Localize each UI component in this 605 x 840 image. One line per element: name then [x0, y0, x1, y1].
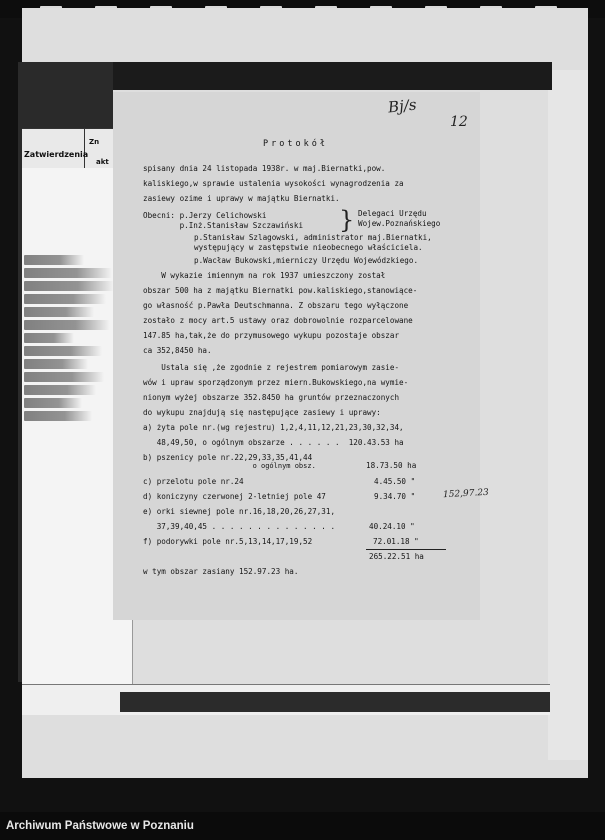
text-line: kaliskiego,w sprawie ustalenia wysokości wynagrodzenia za: [143, 179, 404, 188]
crop-item: d) koniczyny czerwonej 2-letniej pole 47: [143, 492, 326, 501]
text-line: spisany dnia 24 listopada 1938r. w maj.Biernatki,pow.: [143, 164, 386, 173]
text-line: [24, 307, 94, 317]
amount-c: 4.45.50 ": [374, 477, 416, 486]
crop-item: e) orki siewnej pole nr.16,18,20,26,27,31,: [143, 507, 336, 516]
text-line: [24, 398, 82, 408]
amount-f: 72.01.18 ": [373, 537, 419, 546]
text-line: do wykupu znajdują się następujące zasiewy i uprawy:: [143, 408, 381, 417]
crop-item: b) pszenicy pole nr.22,29,33,35,41,44: [143, 453, 313, 462]
text-line: obszar 500 ha z majątku Biernatki pow.kaliskiego,stanowiące-: [143, 286, 418, 295]
text-line: w tym obszar zasiany 152.97.23 ha.: [143, 567, 299, 576]
protocol-page: [113, 92, 490, 620]
text-line: ca 352,8450 ha.: [143, 346, 212, 355]
form-label-right-top: Zn: [89, 138, 100, 146]
text-line: [24, 281, 114, 291]
text-line: nionym wyżej obszarze 352.8450 ha gruntów przeznaczonych: [143, 393, 400, 402]
amount-d: 9.34.70 ": [374, 492, 416, 501]
text-line: W wykazie imiennym na rok 1937 umieszczony został: [143, 271, 386, 280]
right-sheet-edge: [548, 70, 588, 760]
text-line: [24, 294, 106, 304]
delegates-note: Delegaci Urzędu Wojew.Poznańskiego: [358, 209, 441, 228]
text-line: [24, 411, 92, 421]
text-line: [24, 346, 102, 356]
form-label-left: Zatwierdzenia: [24, 150, 89, 159]
amount-b: 18.73.50 ha: [366, 461, 417, 470]
text-line: [24, 333, 74, 343]
crop-item: 37,39,40,45 . . . . . . . . . . . . . .: [143, 522, 336, 531]
text-line: [24, 385, 96, 395]
form-divider: [84, 128, 85, 170]
form-label-right-bottom: akt: [96, 158, 109, 166]
text-line: zasiewy ozime i uprawy w majątku Biernatki.: [143, 194, 340, 203]
text-line: [24, 320, 110, 330]
attendee-line: występujący w zastępstwie nieobecnego właściciela.: [194, 243, 423, 252]
text-line: [24, 359, 88, 369]
crop-item: f) podorywki pole nr.5,13,14,17,19,52: [143, 537, 313, 546]
text-line: Ustala się ,że zgodnie z rejestrem pomiarowym zasie-: [143, 363, 400, 372]
text-line: [24, 372, 104, 382]
archive-name: Archiwum Państwowe w Poznaniu: [6, 820, 194, 832]
document-title: Protokół: [263, 139, 328, 149]
crop-item: o ogólnym obsz.: [143, 462, 316, 470]
text-line: wów i upraw sporządzonym przez miern.Bukowskiego,na wymie-: [143, 378, 409, 387]
page-number: 12: [450, 114, 468, 130]
crop-item: c) przelotu pole nr.24: [143, 477, 244, 486]
brace-mark: }: [339, 206, 355, 234]
attendee-line: p.Inż.Stanisław Szczawiński: [143, 221, 304, 230]
sum-rule: [366, 549, 446, 550]
text-line: 147.85 ha,tak,że do przymusowego wykupu pozostaje obszar: [143, 331, 400, 340]
text-line: [24, 255, 84, 265]
attendee-line: Obecni: p.Jerzy Celichowski: [143, 211, 267, 220]
underlying-text-lines: [24, 255, 114, 424]
attendee-line: p.Wacław Bukowski,mierniczy Urzędu Wojewódzkiego.: [194, 256, 419, 265]
text-line: [24, 268, 112, 278]
crop-item: 48,49,50, o ogólnym obszarze . . . . . . 120.43.53 ha: [143, 438, 404, 447]
text-line: zostało z mocy art.5 ustawy oraz dobrowolnie rozparcelowane: [143, 316, 413, 325]
amount-total: 265.22.51 ha: [369, 552, 424, 561]
handwritten-signature: Bj/s: [387, 95, 418, 117]
crop-item: a) żyta pole nr.(wg rejestru) 1,2,4,11,12,21,23,30,32,34,: [143, 423, 404, 432]
bottom-shadow: [120, 692, 550, 712]
text-line: go własność p.Pawła Deutschmanna. Z obszaru tego wyłączone: [143, 301, 409, 310]
attendee-line: p.Stanisław Szlagowski, administrator maj.Biernatki,: [194, 233, 432, 242]
margin-note: 152,97.23: [442, 487, 490, 501]
amount-e: 40.24.10 ": [369, 522, 415, 531]
footer-bar: [0, 812, 605, 840]
